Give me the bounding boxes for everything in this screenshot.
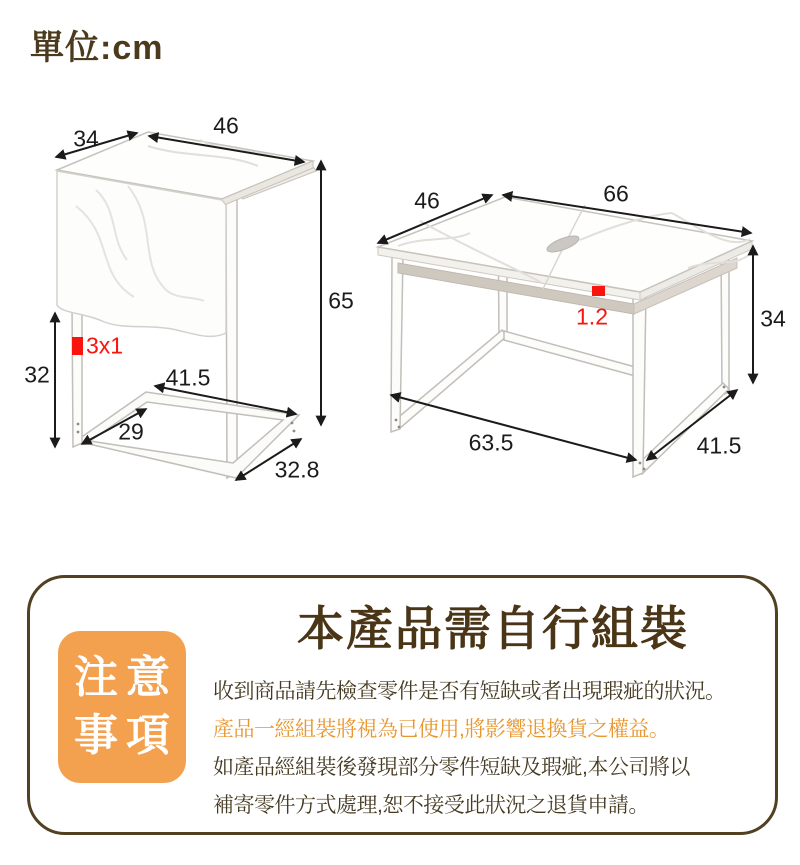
badge-text-line1: 注意 [74, 652, 178, 702]
red-marker-left-tube [72, 337, 83, 355]
left-table-drawing [57, 132, 316, 478]
dim-label-right-width: 66 [603, 180, 629, 207]
notice-line-1: 收到商品請先檢查零件是否有短缺或者出現瑕疵的狀況。 [213, 680, 726, 703]
notice-line-4: 補寄零件方式處理,恕不接受此狀況之退貨申請。 [213, 794, 649, 817]
notice-line-3: 如產品經組裝後發現部分零件短缺及瑕疵,本公司將以 [213, 756, 690, 779]
dim-label-right-top-thickness: 1.2 [576, 303, 608, 330]
dim-label-left-width: 46 [213, 112, 239, 139]
dim-label-left-base-front: 29 [118, 418, 144, 445]
dim-label-left-inner-width: 41.5 [165, 364, 211, 391]
dim-label-right-base-depth: 41.5 [696, 432, 742, 459]
dim-label-right-height: 34 [760, 305, 786, 332]
notice-line-2: 產品一經組裝將視為已使用,將影響退換貨之權益。 [213, 718, 670, 741]
dim-label-right-depth: 46 [414, 187, 440, 214]
unit-label: 單位:cm [30, 29, 164, 67]
badge-text-line2: 事項 [74, 711, 178, 760]
notice-box [27, 575, 778, 835]
notice-heading: 本產品需自行組裝 [297, 602, 689, 655]
red-marker-right-top-edge [592, 286, 605, 296]
dim-label-left-tube-size: 3x1 [86, 332, 124, 359]
dim-label-left-base-side: 32.8 [274, 456, 320, 483]
dim-label-right-base-width: 63.5 [468, 429, 514, 456]
dim-label-left-depth: 34 [73, 125, 99, 152]
notice-badge [58, 631, 186, 783]
dim-label-left-leg-height: 32 [24, 361, 50, 388]
dim-label-left-height: 65 [328, 287, 354, 314]
